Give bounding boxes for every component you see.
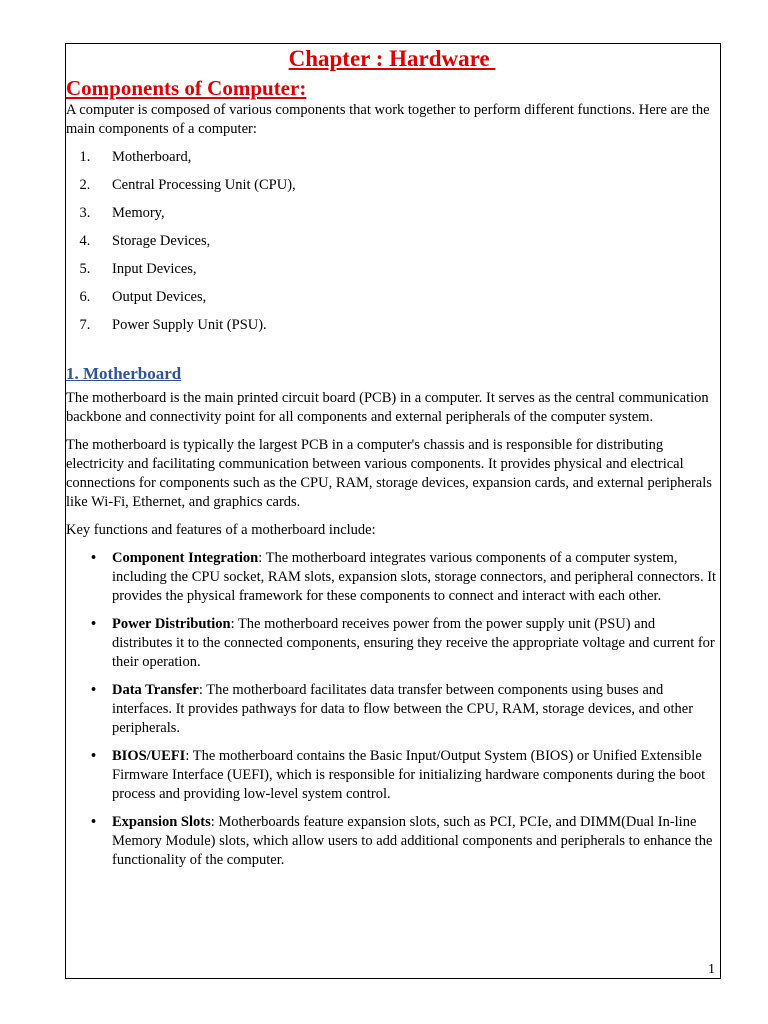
feature-term: Expansion Slots bbox=[112, 814, 211, 830]
feature-term: BIOS/UEFI bbox=[112, 748, 186, 764]
bullet-icon: • bbox=[91, 550, 97, 566]
list-item: 3. Memory, bbox=[94, 204, 718, 223]
feature-text: : The motherboard contains the Basic Input/Output System (BIOS) or Unified Extensible Firmware Interface (UEFI), which is responsible for initializing hardware components during the boot process and providing low-level system control. bbox=[112, 748, 706, 802]
feature-term: Data Transfer bbox=[112, 682, 199, 698]
feature-text: : The motherboard integrates various components of a computer system, including the CPU socket, RAM slots, expansion slots, storage connectors, and peripheral connectors. It provides the physical framework for these components to connect and interact with each other. bbox=[112, 550, 717, 604]
list-item: 5. Input Devices, bbox=[94, 260, 718, 279]
list-item: 7. Power Supply Unit (PSU). bbox=[94, 316, 718, 335]
list-item bbox=[91, 747, 718, 804]
feature-text: : The motherboard receives power from the power supply unit (PSU) and distributes it to the connected components, ensuring they receive the appropriate voltage and current for their operation. bbox=[112, 616, 715, 670]
page-number: 1 bbox=[708, 962, 715, 977]
list-item bbox=[91, 813, 718, 870]
list-item bbox=[91, 681, 718, 738]
list-item: 6. Output Devices, bbox=[94, 288, 718, 307]
feature-term: Component Integration bbox=[112, 550, 259, 566]
components-heading: Components of Computer: bbox=[66, 76, 307, 100]
feature-term: Power Distribution bbox=[112, 616, 231, 632]
document-body bbox=[66, 44, 718, 879]
intro-paragraph: A computer is composed of various components that work together to perform different functions. Here are the main components of a computer: bbox=[66, 102, 710, 137]
motherboard-description-paragraph: The motherboard is typically the largest PCB in a computer's chassis and is responsible for distributing electricity and facilitating communication between various components. It provides physical and electrical connections for components such as the CPU, RAM, storage devices, expansion cards, and external peripherals like Wi-Fi, Ethernet, and graphics cards. bbox=[66, 437, 712, 510]
motherboard-definition-paragraph: The motherboard is the main printed circuit board (PCB) in a computer. It serves as the central communication backbone and connectivity point for all components and external peripherals of the computer system. bbox=[66, 390, 709, 425]
features-list bbox=[66, 549, 718, 870]
list-item: 4. Storage Devices, bbox=[94, 232, 718, 251]
bullet-icon: • bbox=[91, 748, 97, 764]
feature-text: : The motherboard facilitates data transfer between components using buses and interfaces. It provides pathways for data to flow between the CPU, RAM, storage devices, and other peripherals. bbox=[112, 682, 694, 736]
bullet-icon: • bbox=[91, 814, 97, 830]
components-list bbox=[66, 148, 718, 335]
key-functions-intro: Key functions and features of a motherboard include: bbox=[66, 522, 376, 538]
section-heading-motherboard: 1. Motherboard bbox=[66, 364, 182, 383]
chapter-title: Chapter : Hardware bbox=[288, 46, 496, 71]
feature-text: : Motherboards feature expansion slots, such as PCI, PCIe, and DIMM(Dual In-line Memory Module) slots, which allow users to add additional components and peripherals to enhance the functionality of the computer. bbox=[112, 814, 713, 868]
list-item: 2. Central Processing Unit (CPU), bbox=[94, 176, 718, 195]
list-item: 1. Motherboard, bbox=[94, 148, 718, 167]
bullet-icon: • bbox=[91, 616, 97, 632]
list-item bbox=[91, 549, 718, 606]
list-item bbox=[91, 615, 718, 672]
bullet-icon: • bbox=[91, 682, 97, 698]
